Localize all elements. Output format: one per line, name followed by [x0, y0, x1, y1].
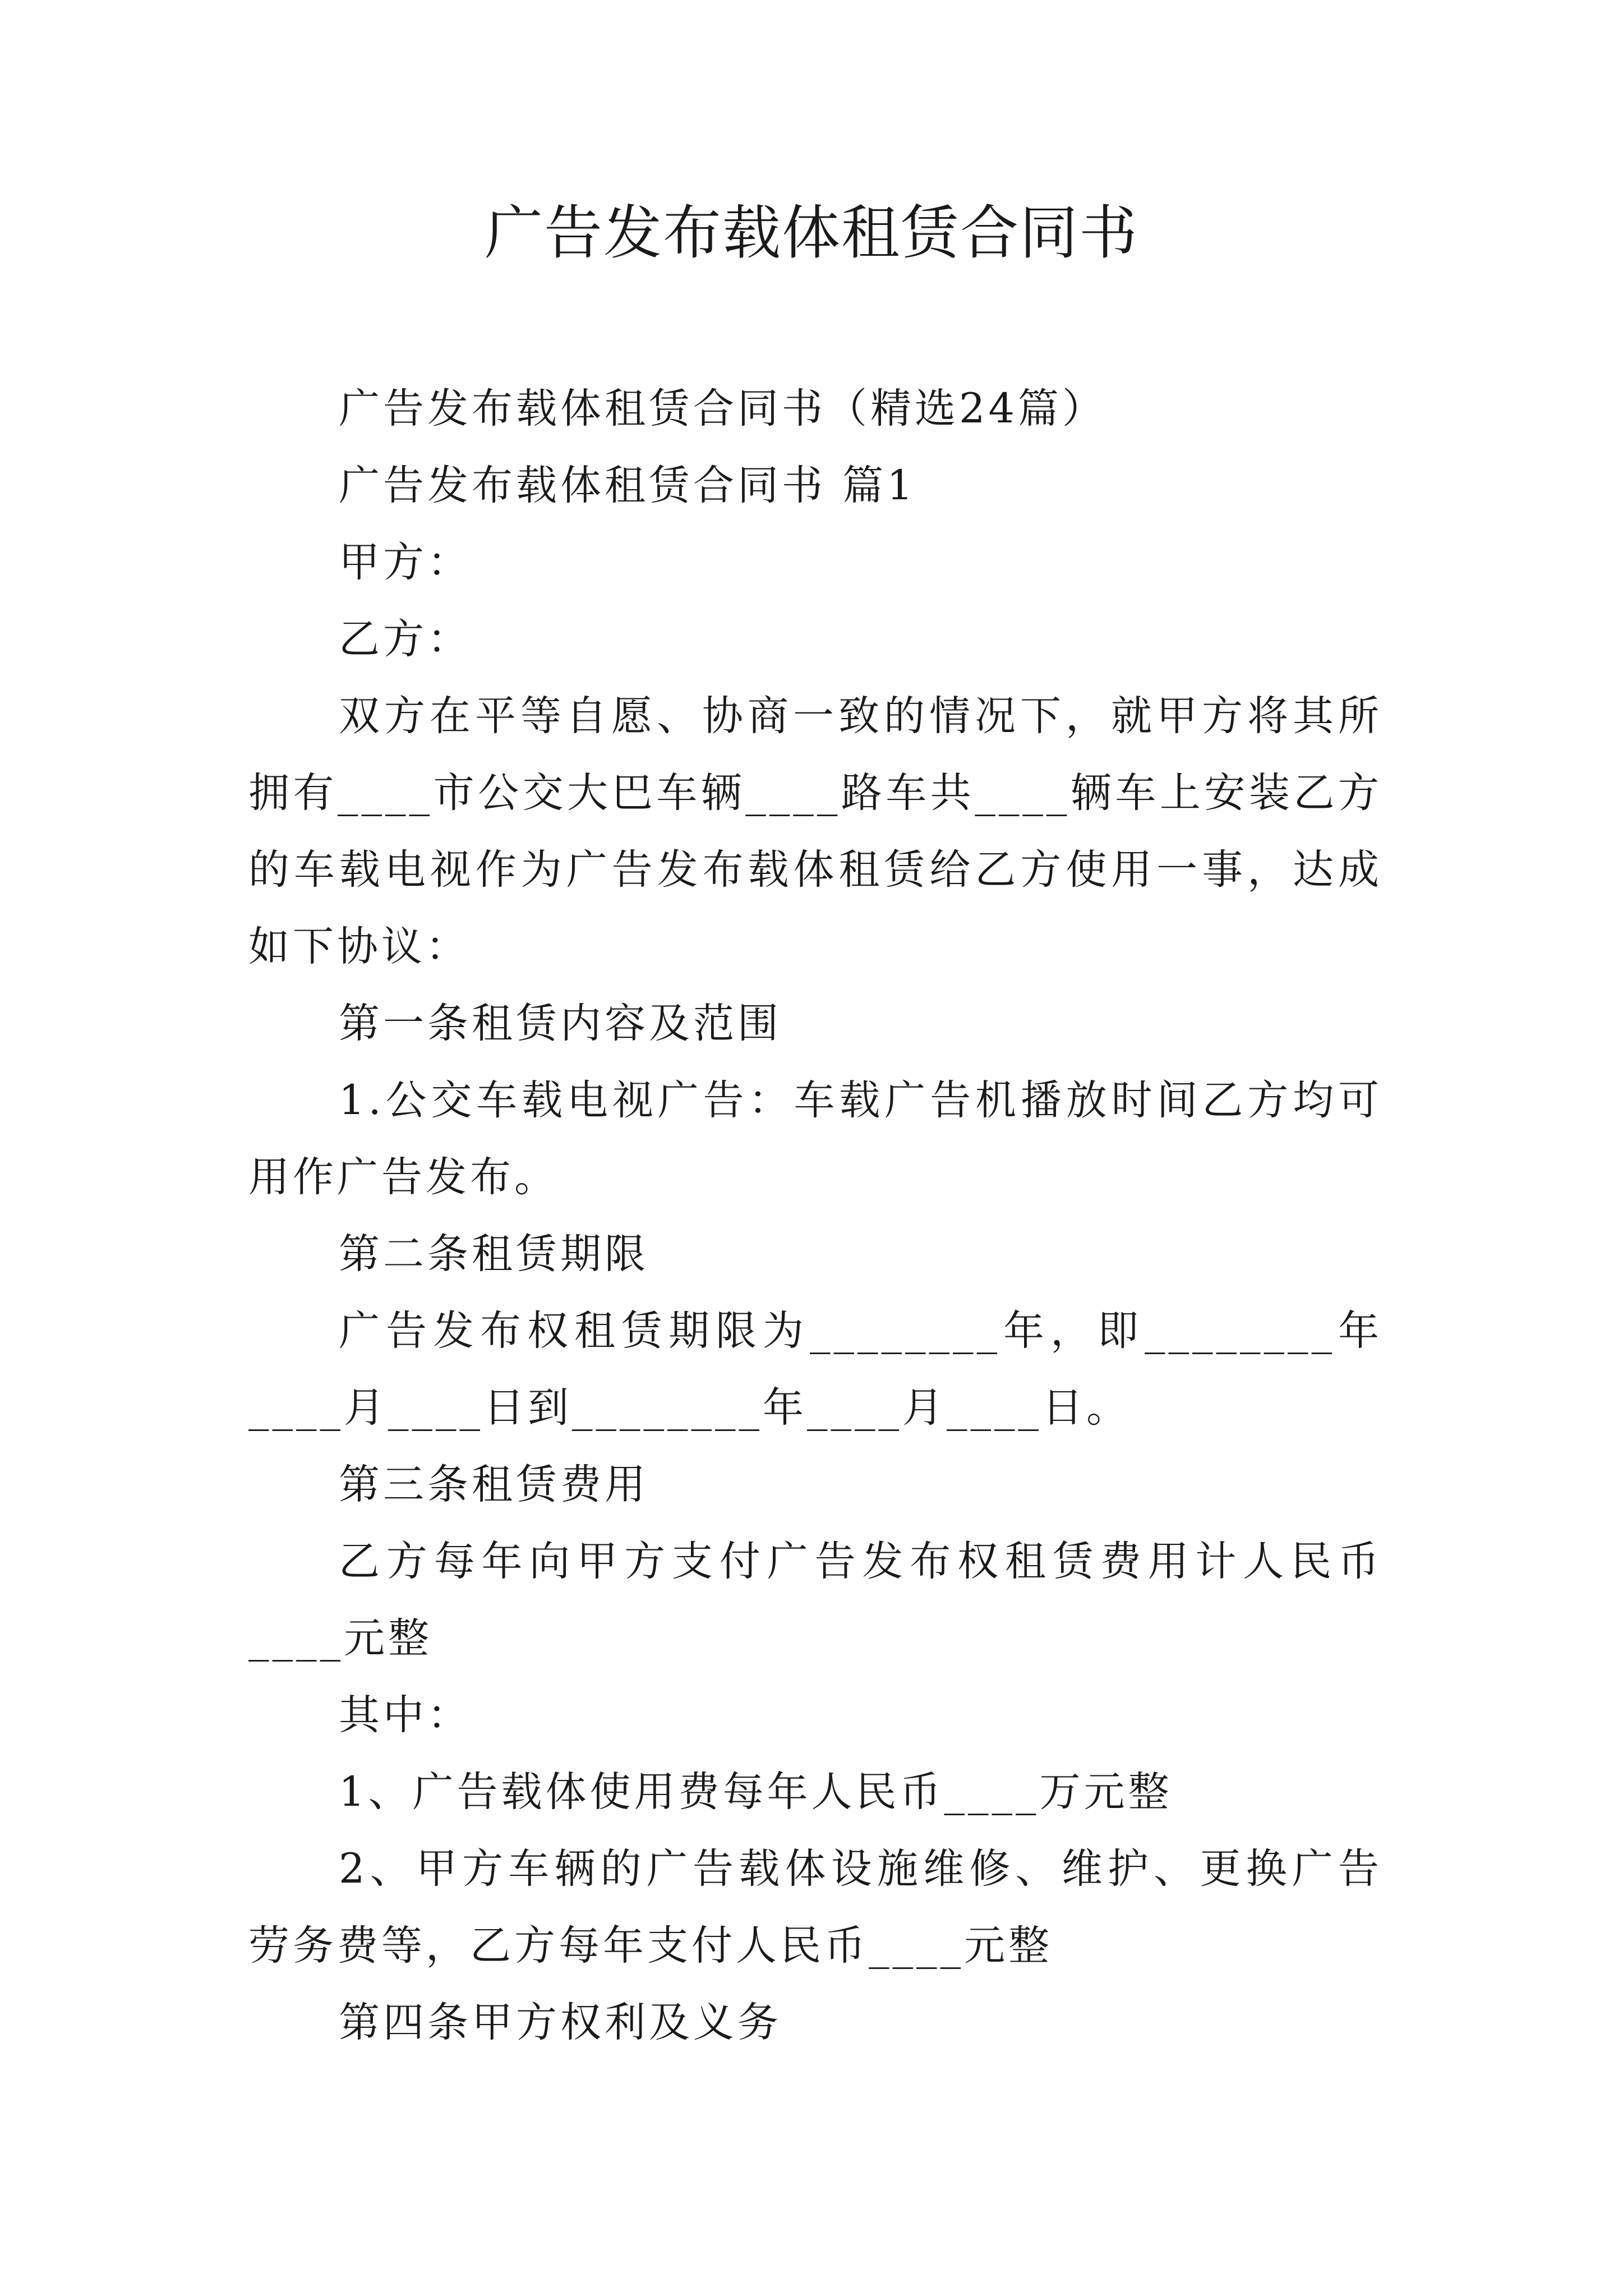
paragraph-fee-breakdown: 其中： [339, 1691, 472, 1739]
paragraph-lease-term: 广告发布权租赁期限为________年，即________年____月____日到________年____月____日。 [248, 1307, 1382, 1432]
paragraph-party-b: 乙方： [339, 615, 472, 663]
paragraph-fee-item-1: 1、广告载体使用费每年人民币____万元整 [339, 1768, 1173, 1816]
document-body [248, 370, 1382, 2061]
paragraph-party-a: 甲方： [339, 539, 472, 586]
paragraph-section-1-item: 1.公交车载电视广告：车载广告机播放时间乙方均可用作广告发布。 [248, 1076, 1382, 1201]
document-title: 广告发布载体租赁合同书 [484, 199, 1138, 267]
section-heading-2: 第二条租赁期限 [339, 1230, 649, 1278]
paragraph-lease-fee: 乙方每年向甲方支付广告发布权租赁费用计人民币____元整 [248, 1538, 1382, 1662]
section-heading-3: 第三条租赁费用 [339, 1461, 649, 1508]
paragraph-fee-item-2: 2、甲方车辆的广告载体设施维修、维护、更换广告劳务费等，乙方每年支付人民币____元整 [248, 1845, 1382, 1970]
paragraph-article-heading: 广告发布载体租赁合同书 篇1 [339, 462, 916, 509]
paragraph-subtitle: 广告发布载体租赁合同书（精选24篇） [339, 385, 1106, 432]
paragraph-preamble: 双方在平等自愿、协商一致的情况下，就甲方将其所拥有____市公交大巴车辆____路车共____辆车上安装乙方的车载电视作为广告发布载体租赁给乙方使用一事，达成如下协议： [248, 692, 1382, 970]
section-heading-4: 第四条甲方权利及义务 [339, 1999, 782, 2046]
section-heading-1: 第一条租赁内容及范围 [339, 1000, 782, 1047]
